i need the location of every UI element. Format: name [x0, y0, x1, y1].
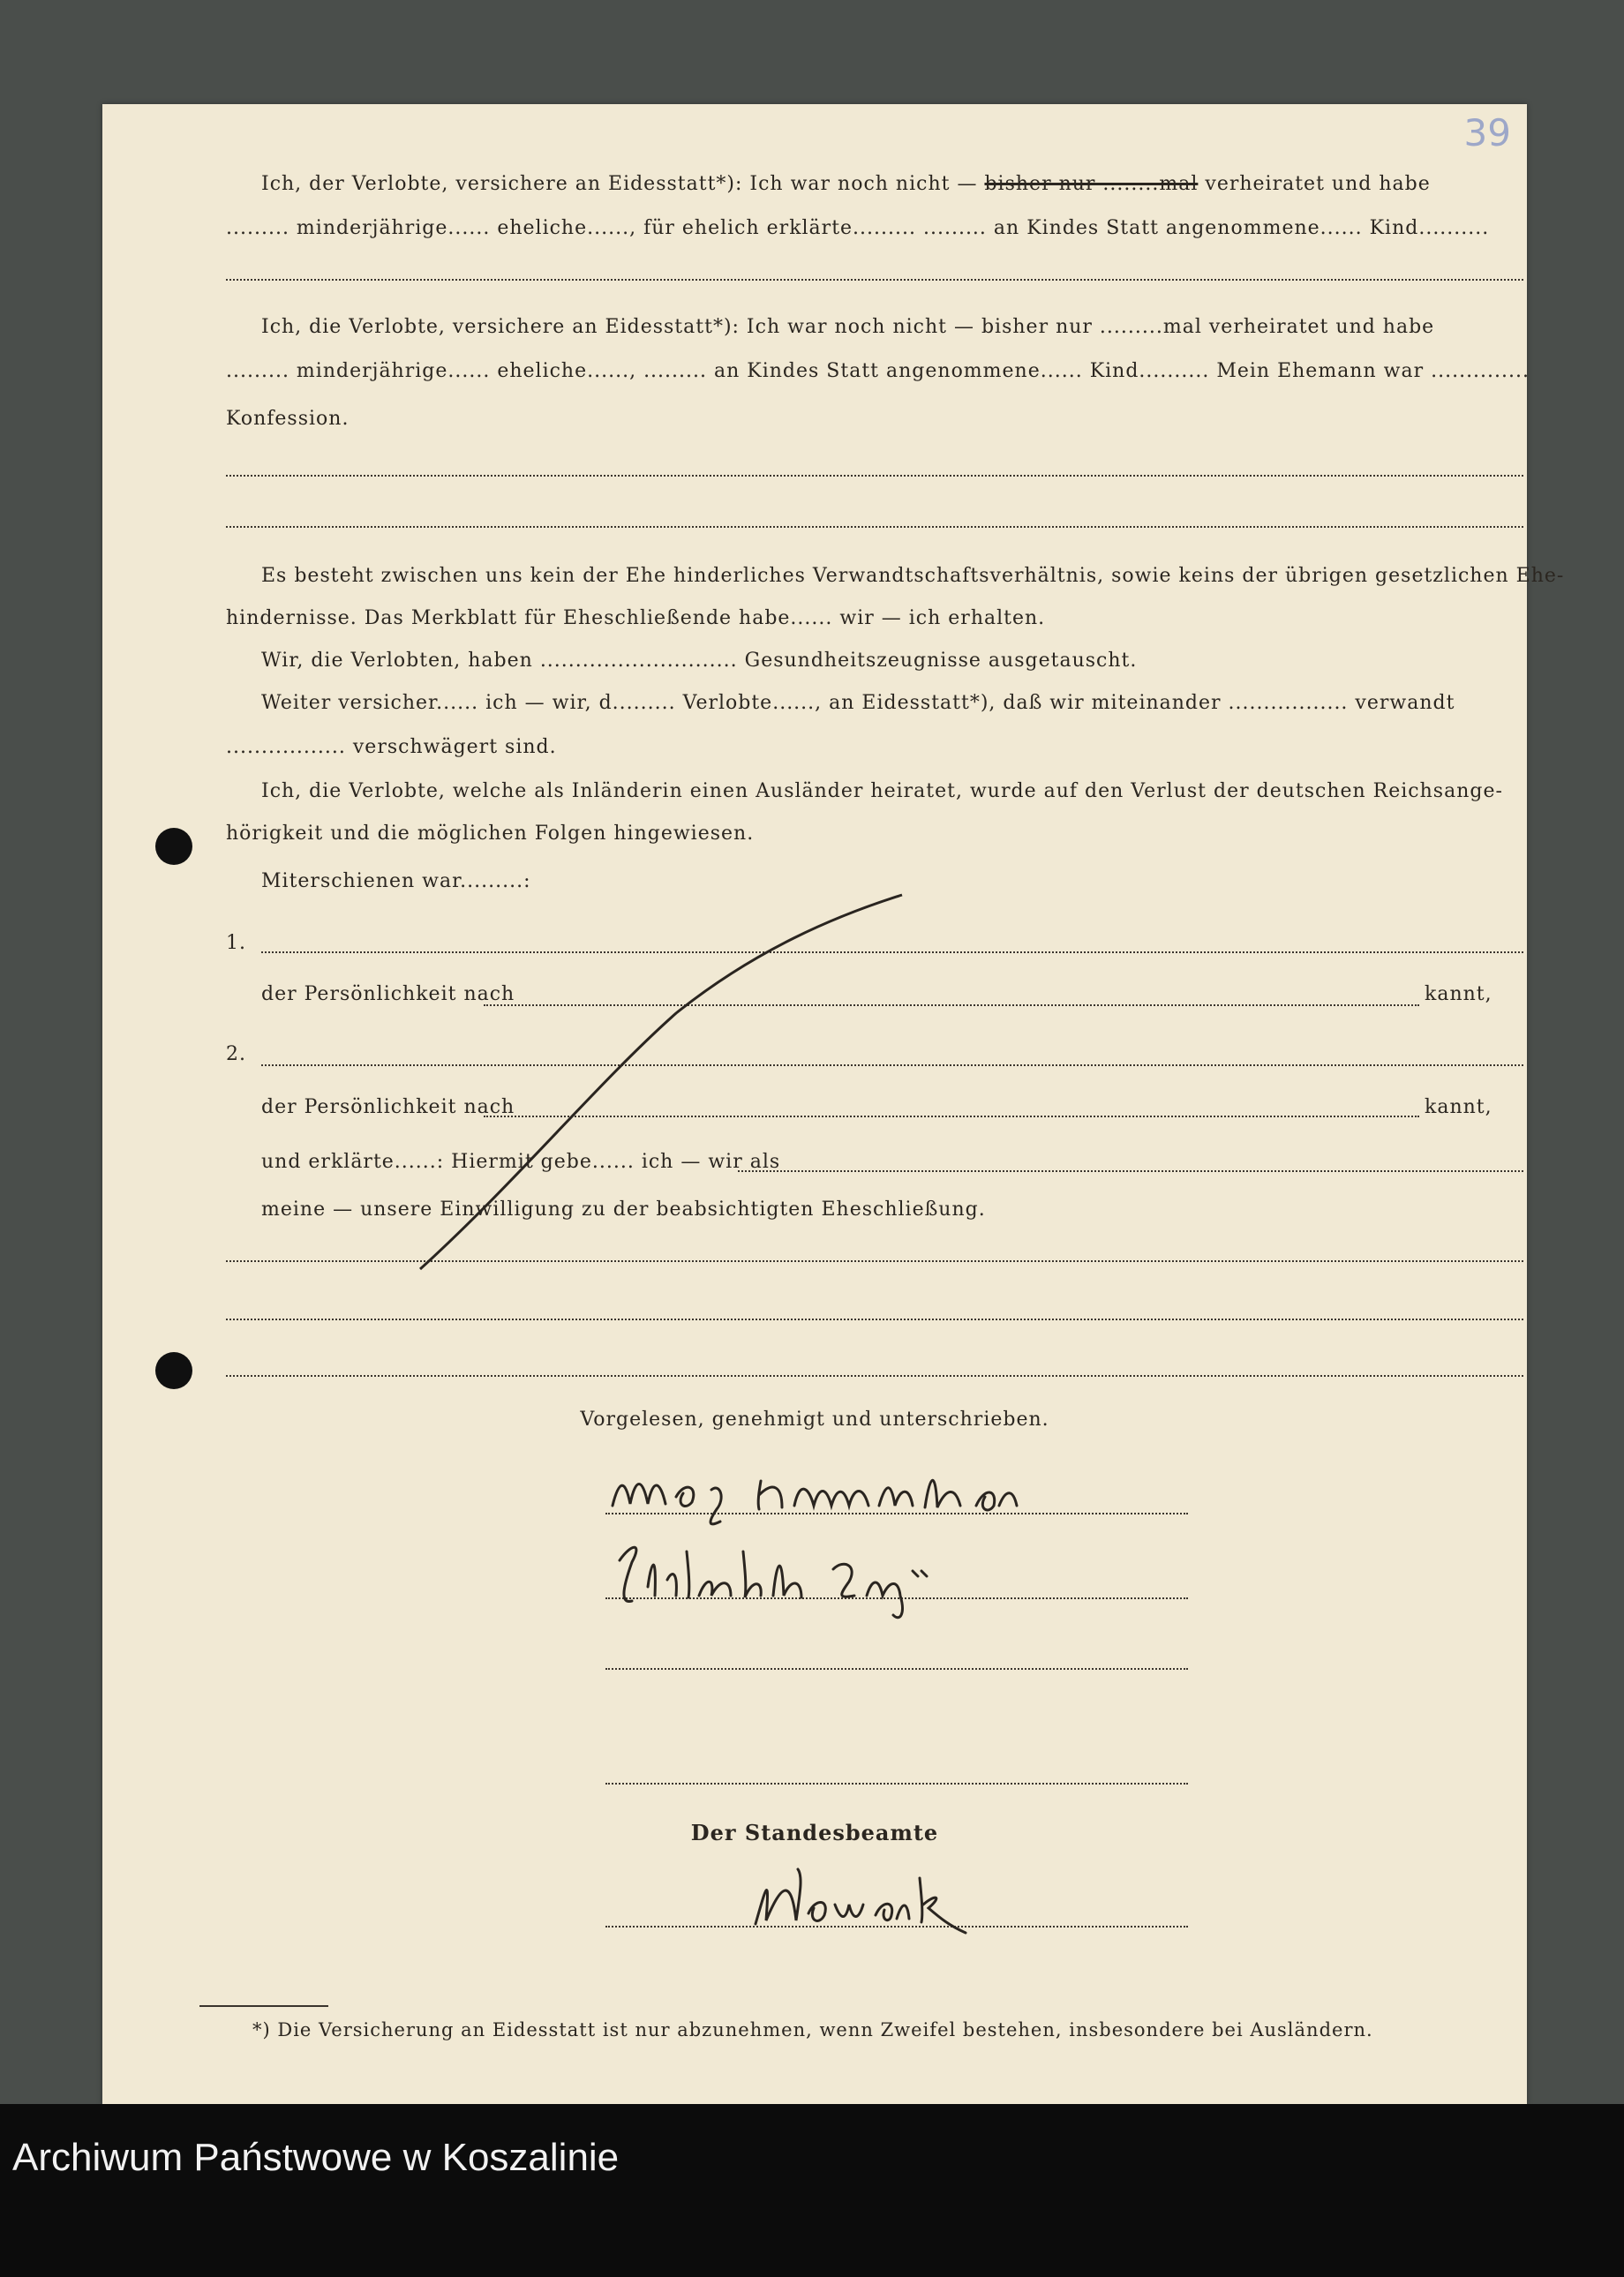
foreigner-line-1: Ich, die Verlobte, welche als Inländerin einen Ausländer heiratet, wurde auf den Verlust der deutschen Reichsange- — [261, 780, 1503, 802]
handwriting-overlay — [102, 104, 1565, 2104]
groom-line-1: Ich, der Verlobte, versichere an Eidesstatt*): Ich war noch nicht — bisher nur ........mal verheiratet und habe — [261, 173, 1431, 195]
impediments-line-4: Weiter versicher...... ich — wir, d......... Verlobte......, an Eidesstatt*), daß wir miteinander ................. verwandt — [261, 692, 1455, 714]
punched-hole — [155, 828, 192, 865]
archive-banner — [0, 2104, 1624, 2277]
document-page — [102, 104, 1565, 2104]
pen-stroke — [420, 895, 902, 1269]
registrar-signature — [756, 1869, 966, 1933]
struck-text: bisher nur ........mal — [984, 173, 1199, 195]
bride-line-1: Ich, die Verlobte, versichere an Eidesstatt*): Ich war noch nicht — bisher nur .........mal verheiratet und habe — [261, 316, 1435, 338]
registrar-label: Der Standesbeamte — [690, 1820, 939, 1845]
punched-hole — [155, 1352, 192, 1389]
pen-stroke — [632, 1338, 676, 1344]
bride-line-3: Konfession. — [226, 408, 350, 430]
bride-line-2: ......... minderjährige...... eheliche......, ......... an Kindes Statt angenommene...... Kind.......... Mein Ehemann war .............. — [226, 360, 1530, 382]
consent-text: meine — unsere Einwilligung zu der beabsichtigten Eheschließung. — [261, 1199, 986, 1221]
witness-2-identity-label: der Persönlichkeit nach — [261, 1096, 515, 1118]
witness-1-number: 1. — [226, 932, 246, 954]
declaration-text: und erklärte......: Hiermit gebe...... ich — wir als — [261, 1151, 781, 1173]
groom-line-2: ......... minderjährige...... eheliche......, für ehelich erklärte......... ......... an Kindes Statt angenommene...... Kind.......... — [226, 217, 1490, 239]
witness-2-number: 2. — [226, 1043, 246, 1065]
foreigner-line-2: hörigkeit und die möglichen Folgen hingewiesen. — [226, 823, 755, 845]
impediments-line-2: hindernisse. Das Merkblatt für Eheschließende habe...... wir — ich erhalten. — [226, 607, 1046, 629]
witness-1-identity-label: der Persönlichkeit nach — [261, 983, 515, 1005]
impediments-line-1: Es besteht zwischen uns kein der Ehe hinderliches Verwandtschaftsverhältnis, sowie keins der übrigen gesetzlichen Ehe- — [261, 565, 1565, 587]
read-approved-text: Vorgelesen, genehmigt und unterschrieben. — [580, 1409, 1049, 1431]
witness-1-identity-suffix: kannt, — [1425, 983, 1492, 1005]
witnesses-intro: Miterschienen war.........: — [261, 870, 531, 892]
signature-1 — [613, 1480, 1017, 1524]
footnote: *) Die Versicherung an Eidesstatt ist nur abzunehmen, wenn Zweifel bestehen, insbesondere bei Ausländern. — [252, 2019, 1373, 2040]
page-number: 39 — [1463, 111, 1511, 154]
signature-2 — [620, 1547, 927, 1618]
impediments-line-3: Wir, die Verlobten, haben ............................ Gesundheitszeugnisse ausgetauscht. — [261, 650, 1138, 672]
impediments-line-5: ................. verschwägert sind. — [226, 736, 557, 758]
archive-name: Archiwum Państwowe w Koszalinie — [12, 2136, 620, 2179]
witness-2-identity-suffix: kannt, — [1425, 1096, 1492, 1118]
